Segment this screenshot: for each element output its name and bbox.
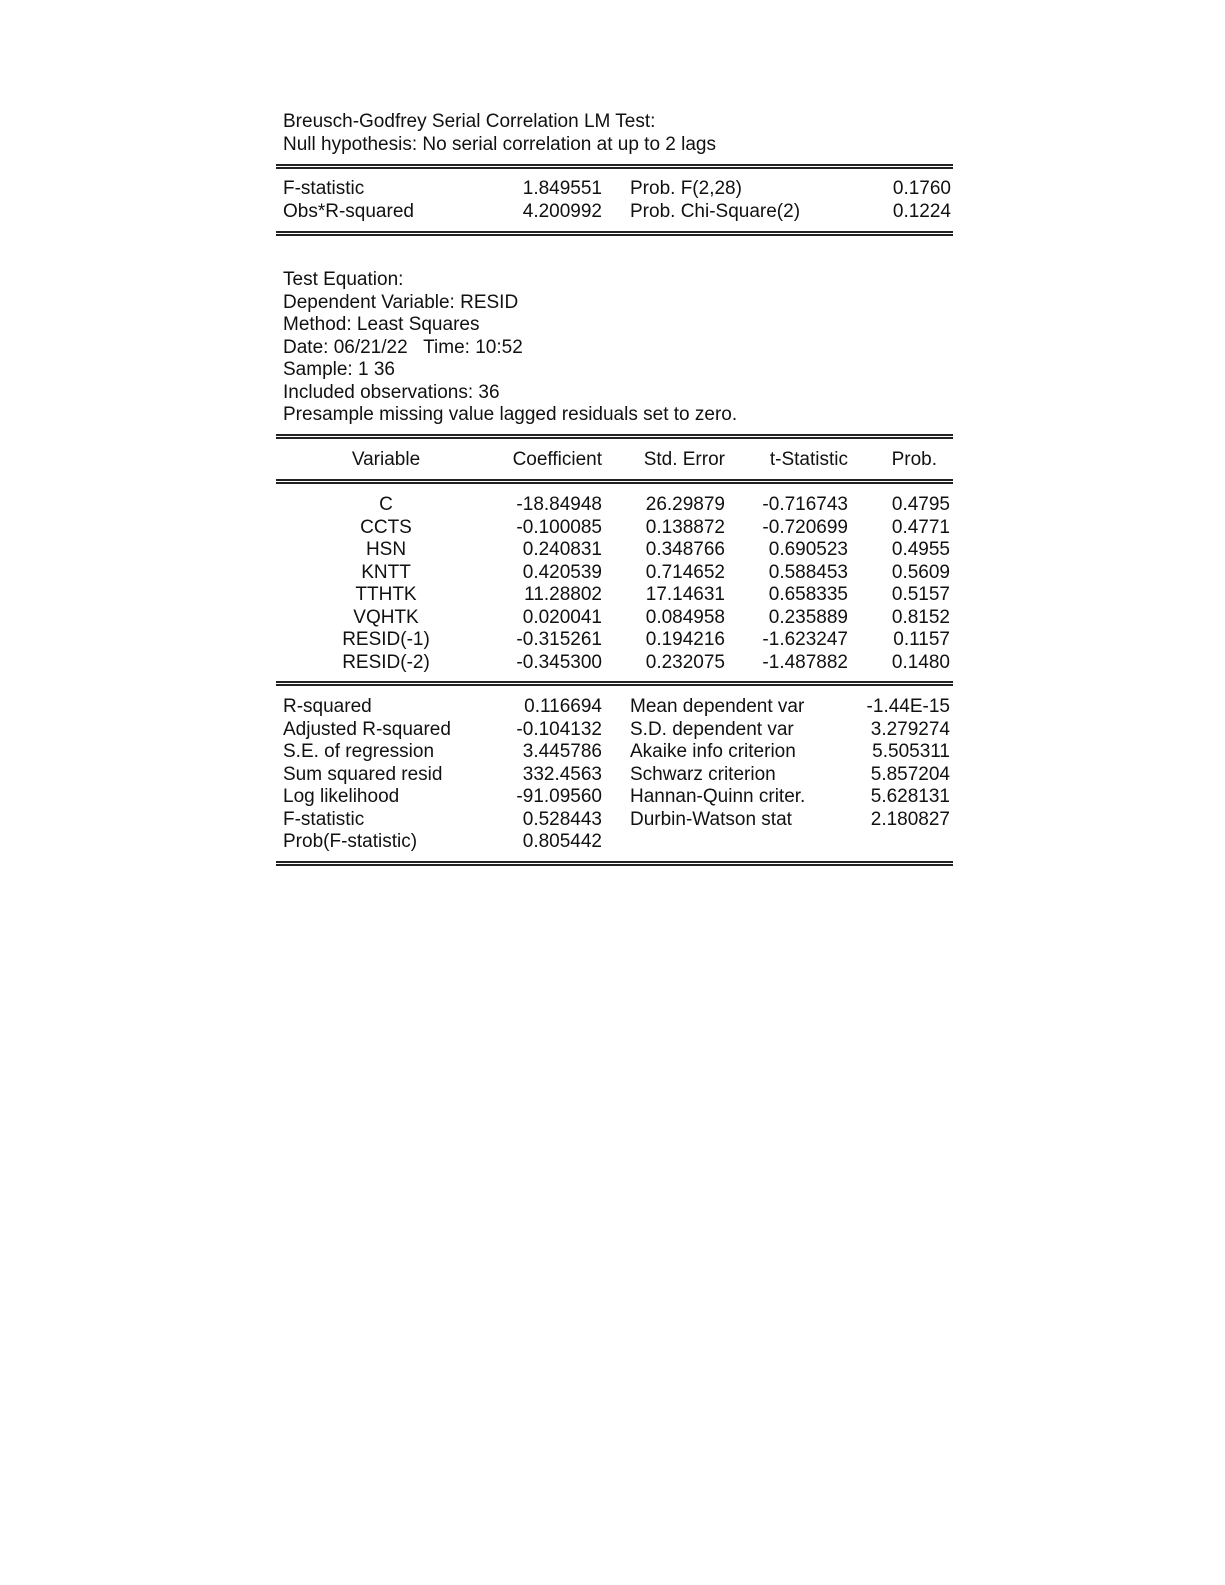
summary-label: S.D. dependent var <box>630 718 794 740</box>
summary-label: R-squared <box>283 696 372 717</box>
variable-name: HSN <box>365 539 407 560</box>
stat-value: 4.200992 <box>522 200 602 222</box>
coef-cell: -0.315261 <box>516 629 602 650</box>
summary-label: Durbin-Watson stat <box>630 808 792 830</box>
variable-name: TTHTK <box>355 584 417 605</box>
summary-value: 0.116694 <box>524 696 602 717</box>
coef-cell: -1.623247 <box>762 629 848 650</box>
summary-label: F-statistic <box>283 808 365 830</box>
divider <box>276 434 953 439</box>
coef-cell: 0.1157 <box>893 629 950 650</box>
coef-cell: 0.4771 <box>891 516 950 538</box>
summary-value: 2.180827 <box>870 808 950 830</box>
variable-name: RESID(-1) <box>342 629 430 650</box>
coef-cell: -1.487882 <box>762 651 848 673</box>
summary-value: 5.857204 <box>870 763 950 785</box>
summary-value: 5.628131 <box>870 786 950 807</box>
divider <box>276 681 953 686</box>
summary-value: 332.4563 <box>522 763 602 785</box>
divider <box>276 479 953 484</box>
coef-cell: 0.1480 <box>891 651 950 673</box>
equation-info-line: Method: Least Squares <box>283 314 480 335</box>
coef-cell: 26.29879 <box>645 494 725 515</box>
summary-label: Akaike info criterion <box>630 741 796 762</box>
summary-label: Log likelihood <box>283 786 400 807</box>
summary-label: Adjusted R-squared <box>283 718 451 740</box>
coef-cell: 11.28802 <box>524 584 602 605</box>
coef-cell: -0.345300 <box>516 651 602 673</box>
summary-label: Hannan-Quinn criter. <box>630 786 806 807</box>
coef-cell: 0.5609 <box>891 561 950 583</box>
summary-label: Prob(F-statistic) <box>283 831 418 852</box>
coef-cell: 0.240831 <box>522 539 602 560</box>
coef-cell: 0.235889 <box>768 606 848 628</box>
column-header: t-Statistic <box>769 449 848 470</box>
coef-cell: 0.5157 <box>891 584 950 605</box>
stat-label: F-statistic <box>283 178 365 199</box>
equation-info-line: Presample missing value lagged residuals set to zero. <box>283 404 738 425</box>
divider <box>276 231 953 236</box>
summary-value: 0.528443 <box>522 808 602 830</box>
prob-label: Prob. F(2,28) <box>630 178 742 199</box>
variable-name: RESID(-2) <box>342 651 430 673</box>
null-hypothesis: Null hypothesis: No serial correlation at up to 2 lags <box>283 134 717 155</box>
stat-label: Obs*R-squared <box>283 200 414 222</box>
coef-cell: 0.138872 <box>645 516 725 538</box>
summary-value: 3.279274 <box>870 718 950 740</box>
summary-value: 0.805442 <box>522 831 602 852</box>
coef-cell: 0.690523 <box>768 539 848 560</box>
coef-cell: 0.348766 <box>645 539 725 560</box>
coef-cell: 17.14631 <box>645 584 725 605</box>
stat-value: 1.849551 <box>522 178 602 199</box>
coef-cell: 0.714652 <box>645 561 725 583</box>
coef-cell: 0.658335 <box>768 584 848 605</box>
coef-cell: 0.232075 <box>645 651 725 673</box>
equation-info-line: Sample: 1 36 <box>283 359 395 380</box>
coef-cell: 0.020041 <box>522 606 602 628</box>
equation-info-line: Date: 06/21/22 Time: 10:52 <box>283 336 523 358</box>
variable-name: C <box>379 494 393 515</box>
divider <box>276 861 953 866</box>
column-header: Prob. <box>891 449 937 470</box>
divider <box>276 164 953 169</box>
prob-label: Prob. Chi-Square(2) <box>630 200 801 222</box>
coef-cell: 0.8152 <box>891 606 950 628</box>
test-title: Breusch-Godfrey Serial Correlation LM Test: <box>283 111 656 132</box>
summary-label: Schwarz criterion <box>630 763 776 785</box>
variable-name: VQHTK <box>353 606 419 628</box>
prob-value: 0.1760 <box>892 178 951 199</box>
summary-value: -91.09560 <box>516 786 602 807</box>
coef-cell: -0.716743 <box>762 494 848 515</box>
coef-cell: -18.84948 <box>516 494 602 515</box>
equation-info-line: Dependent Variable: RESID <box>283 291 519 313</box>
equation-info-line: Test Equation: <box>283 269 404 290</box>
summary-value: -1.44E-15 <box>866 696 950 717</box>
column-header: Coefficient <box>512 449 602 470</box>
summary-label: Sum squared resid <box>283 763 443 785</box>
column-header: Std. Error <box>643 449 725 470</box>
variable-name: KNTT <box>361 561 411 583</box>
coef-cell: -0.720699 <box>762 516 848 538</box>
coef-cell: 0.588453 <box>768 561 848 583</box>
summary-value: 3.445786 <box>522 741 602 762</box>
coef-cell: 0.084958 <box>645 606 725 628</box>
coef-cell: -0.100085 <box>516 516 602 538</box>
prob-value: 0.1224 <box>892 200 951 222</box>
coef-cell: 0.420539 <box>522 561 602 583</box>
summary-label: S.E. of regression <box>283 741 435 762</box>
summary-value: -0.104132 <box>516 718 602 740</box>
coef-cell: 0.194216 <box>645 629 725 650</box>
summary-label: Mean dependent var <box>630 696 805 717</box>
coef-cell: 0.4795 <box>891 494 950 515</box>
coef-cell: 0.4955 <box>891 539 950 560</box>
column-header-variable: Variable <box>351 449 421 470</box>
equation-info-line: Included observations: 36 <box>283 381 500 403</box>
variable-name: CCTS <box>360 516 412 538</box>
summary-value: 5.505311 <box>872 741 950 762</box>
